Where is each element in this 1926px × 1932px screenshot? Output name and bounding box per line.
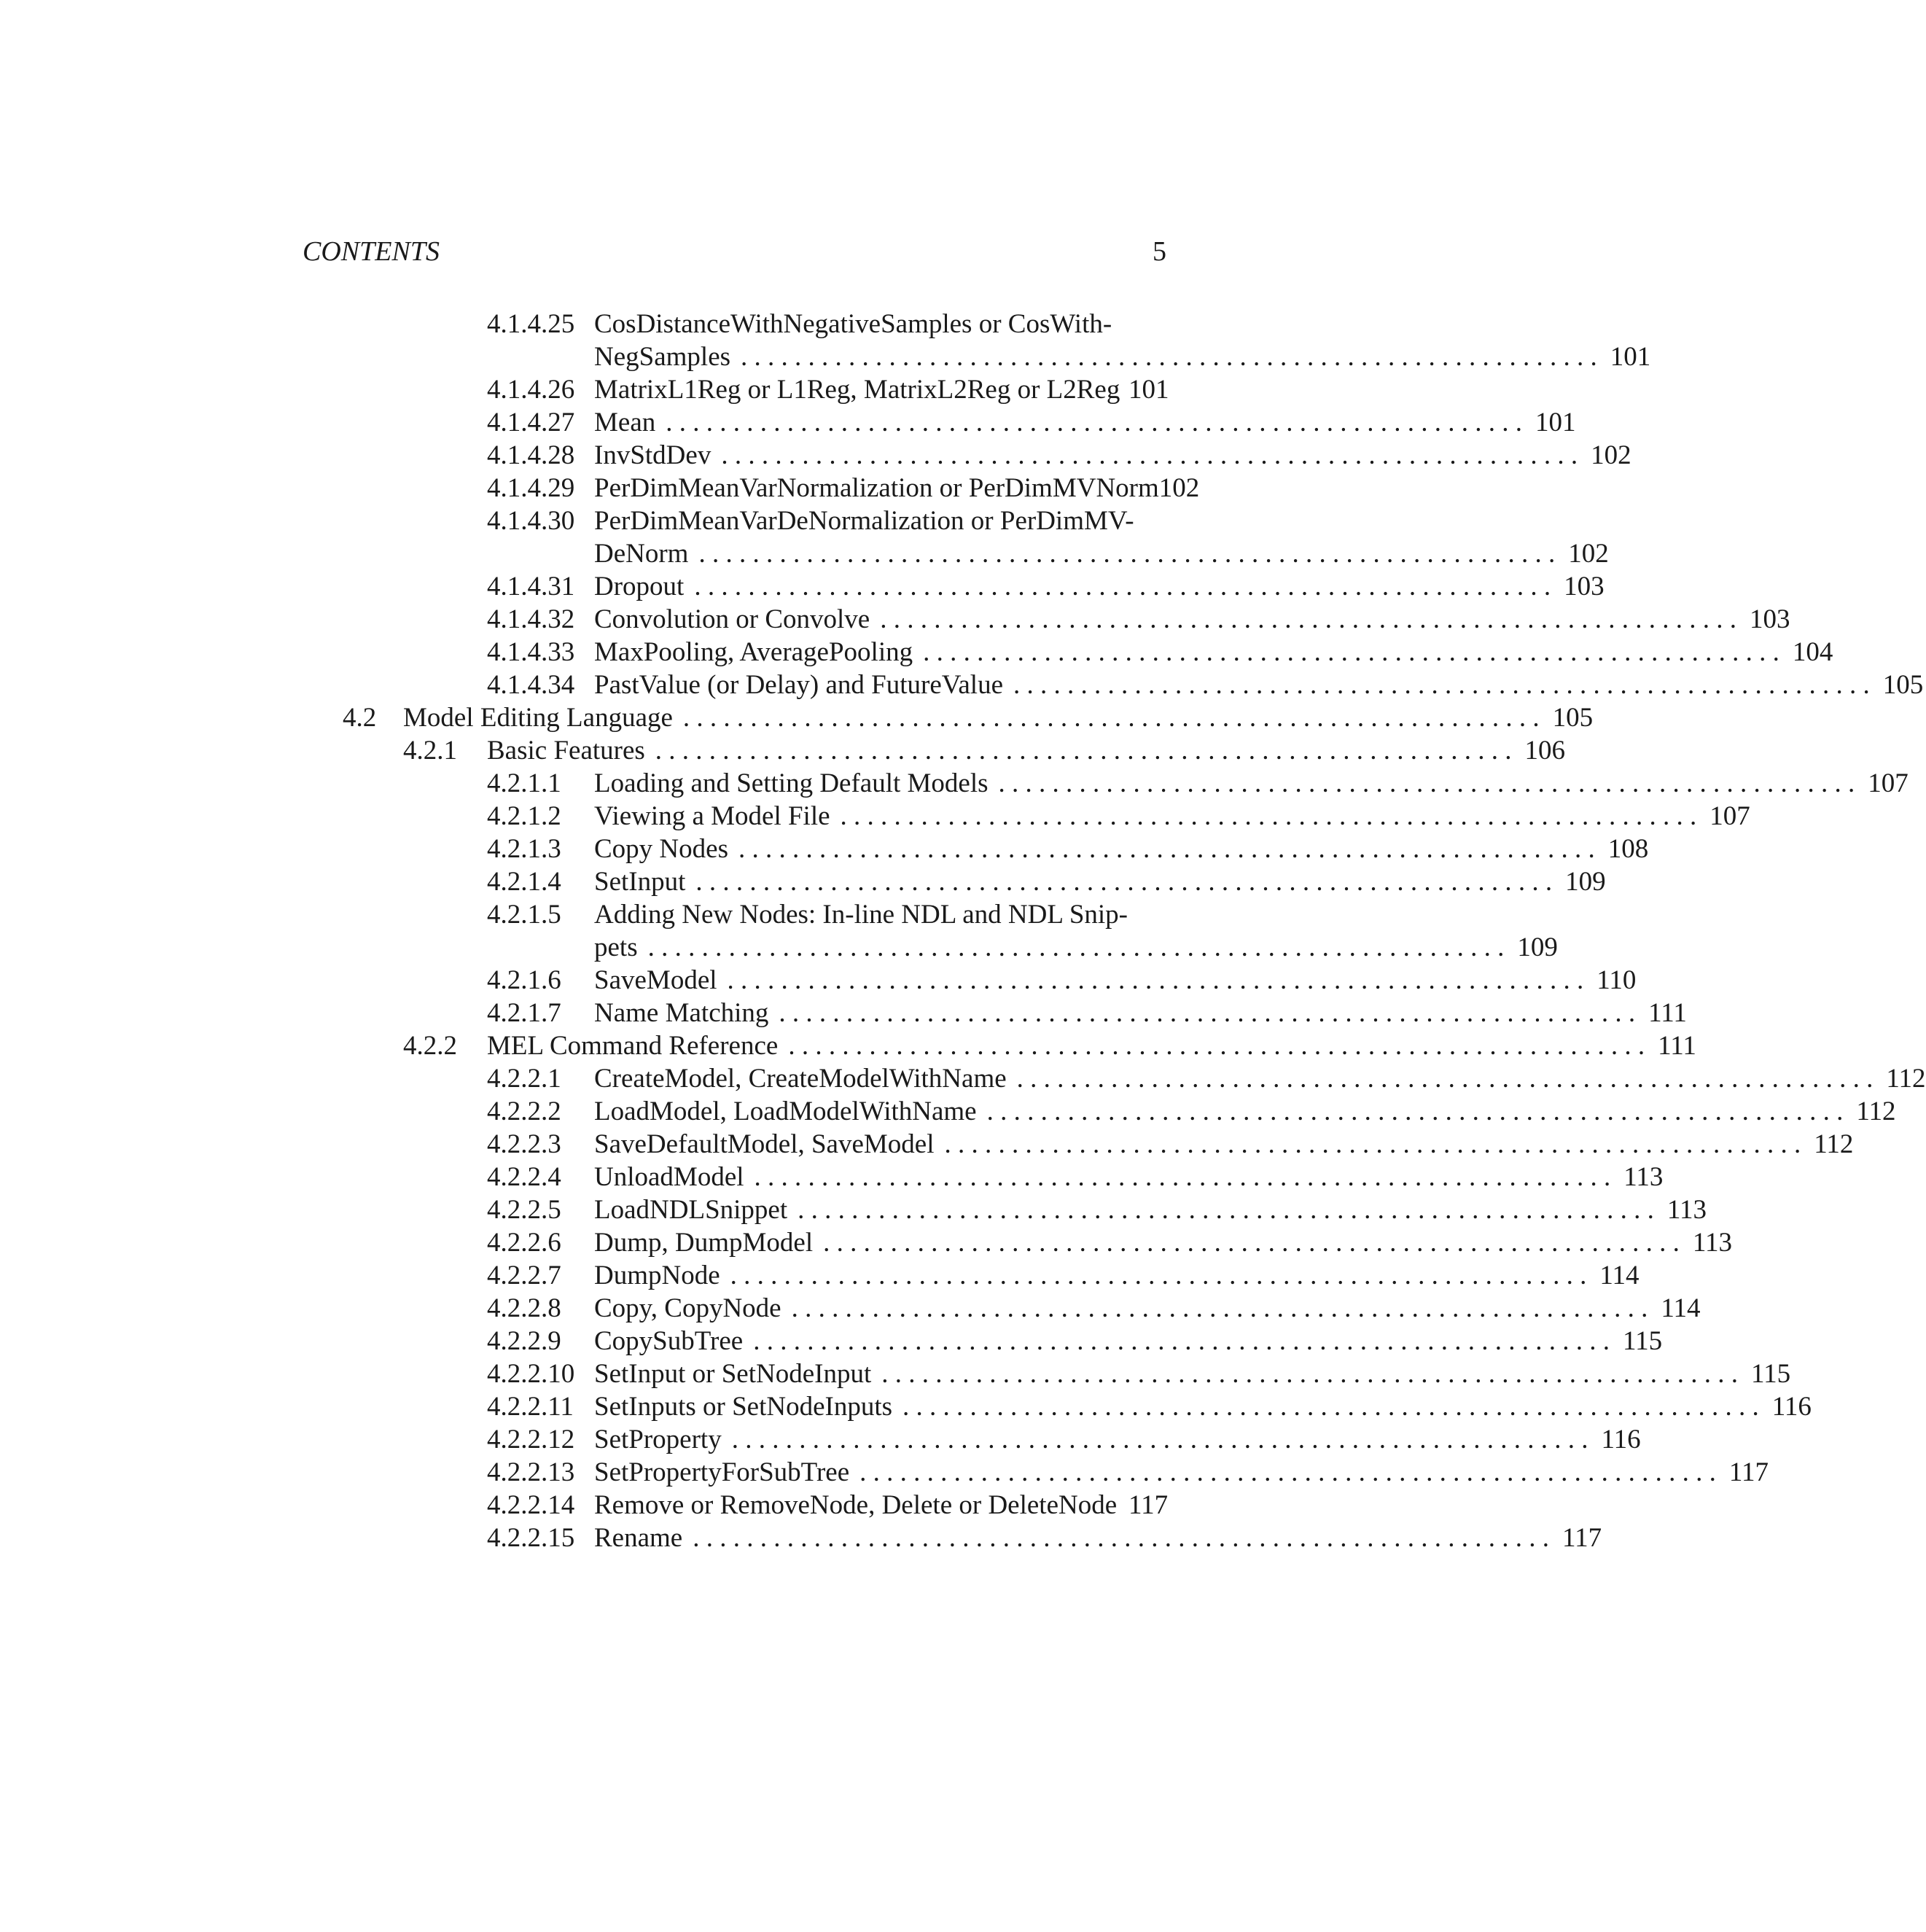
- toc-entry-title: Viewing a Model File: [594, 801, 830, 831]
- toc-entry-title: SetProperty: [594, 1425, 722, 1454]
- toc-entry-number: 4.2: [343, 703, 377, 733]
- toc-entry-number: 4.2.1.4: [487, 867, 561, 897]
- toc-entry[interactable]: [0, 603, 1790, 636]
- toc-entry-title: MatrixL1Reg or L1Reg, MatrixL2Reg or L2Reg: [594, 375, 1120, 405]
- toc-entry-page: 117: [1128, 1490, 1169, 1520]
- toc-entry[interactable]: [0, 308, 1651, 373]
- toc-entry-title: Mean: [594, 408, 656, 437]
- toc-entry-number: 4.2.2.15: [487, 1523, 575, 1553]
- toc-entry[interactable]: [0, 1193, 1707, 1226]
- toc-entry[interactable]: [0, 439, 1631, 472]
- dot-leader: . . . . . . . . . . . . . . . . . . . . . . . . . . . . . . . . . . . . . . . . . . . . . . . . . . . . . . . . . . . . . . . .: [695, 867, 1553, 897]
- toc-entry-page: 103: [1564, 572, 1605, 601]
- dot-leader: . . . . . . . . . . . . . . . . . . . . . . . . . . . . . . . . . . . . . . . . . . . . . . . . . . . . . . . . . . . . . . . .: [779, 998, 1636, 1028]
- toc-entry-page: 109: [1565, 867, 1606, 897]
- toc-entry-title: Adding New Nodes: In-line NDL and NDL Snip-: [594, 900, 1128, 930]
- toc-entry-title: SetInputs or SetNodeInputs: [594, 1392, 893, 1422]
- toc-entry-title: SetPropertyForSubTree: [594, 1457, 850, 1487]
- dot-leader: . . . . . . . . . . . . . . . . . . . . . . . . . . . . . . . . . . . . . . . . . . . . . . . . . . . . . . . . . . . . . . . .: [944, 1129, 1801, 1159]
- toc-entry-number: 4.2.2.8: [487, 1293, 561, 1323]
- toc-entry-number: 4.2.1.1: [487, 768, 561, 798]
- toc-entry-number: 4.2.1.5: [487, 900, 561, 930]
- toc-entry-title: PastValue (or Delay) and FutureValue: [594, 670, 1003, 700]
- toc-entry-title: Dropout: [594, 572, 685, 601]
- dot-leader: . . . . . . . . . . . . . . . . . . . . . . . . . . . . . . . . . . . . . . . . . . . . . . . . . . . . . . . . . . . . . . . .: [698, 539, 1556, 569]
- dot-leader: . . . . . . . . . . . . . . . . . . . . . . . . . . . . . . . . . . . . . . . . . . . . . . . . . . . . . . . . . . . . . . . .: [655, 736, 1512, 766]
- running-header: [303, 233, 1166, 270]
- toc-entry-title: Name Matching: [594, 998, 769, 1028]
- dot-leader: . . . . . . . . . . . . . . . . . . . . . . . . . . . . . . . . . . . . . . . . . . . . . . . . . . . . . . . . . . . . . . . .: [823, 1228, 1680, 1258]
- toc-entry-number: 4.2.2.10: [487, 1359, 575, 1389]
- toc-entry-number: 4.2.2.5: [487, 1195, 561, 1225]
- toc-entry-page: 112: [1814, 1129, 1854, 1159]
- toc-entry-number: 4.1.4.26: [487, 375, 575, 405]
- toc-entry-title: LoadNDLSnippet: [594, 1195, 788, 1225]
- toc-entry-page: 113: [1623, 1162, 1664, 1192]
- toc-entry[interactable]: [0, 1029, 1696, 1062]
- toc-entry-number: 4.1.4.29: [487, 473, 575, 503]
- toc-entry-number: 4.2.1.7: [487, 998, 561, 1028]
- toc-entry-page: 102: [1158, 473, 1200, 503]
- toc-entry-number: 4.1.4.31: [487, 572, 575, 601]
- toc-entry-page: 115: [1622, 1326, 1663, 1356]
- dot-leader: . . . . . . . . . . . . . . . . . . . . . . . . . . . . . . . . . . . . . . . . . . . . . . . . . . . . . . . . . . . . . . . .: [730, 1261, 1587, 1290]
- toc-entry-number: 4.1.4.28: [487, 440, 575, 470]
- toc-entry-page: 108: [1607, 834, 1649, 864]
- toc-entry-title: SaveDefaultModel, SaveModel: [594, 1129, 935, 1159]
- toc-entry-number: 4.2.2.4: [487, 1162, 561, 1192]
- toc-entry-number: 4.2.2.7: [487, 1261, 561, 1290]
- toc-entry-number: 4.2.2.2: [487, 1097, 561, 1126]
- toc-entry-number: 4.2.1.3: [487, 834, 561, 864]
- toc-entry[interactable]: [0, 1095, 1896, 1128]
- dot-leader: . . . . . . . . . . . . . . . . . . . . . . . . . . . . . . . . . . . . . . . . . . . . . . . . . . . . . . . . . . . . . . . .: [666, 408, 1522, 437]
- dot-leader: . . . . . . . . . . . . . . . . . . . . . . . . . . . . . . . . . . . . . . . . . . . . . . . . . . . . . . . . . . . . . . . .: [902, 1392, 1759, 1422]
- dot-leader: . . . . . . . . . . . . . . . . . . . . . . . . . . . . . . . . . . . . . . . . . . . . . . . . . . . . . . . . . . . . . . . .: [923, 637, 1779, 667]
- toc-entry-page: 101: [1128, 375, 1169, 405]
- dot-leader: . . . . . . . . . . . . . . . . . . . . . . . . . . . . . . . . . . . . . . . . . . . . . . . . . . . . . . . . . . . . . . . .: [738, 834, 1595, 864]
- table-of-contents: [0, 308, 1926, 1554]
- toc-entry-number: 4.1.4.25: [487, 309, 575, 339]
- dot-leader: . . . . . . . . . . . . . . . . . . . . . . . . . . . . . . . . . . . . . . . . . . . . . . . . . . . . . . . . . . . . . . . .: [880, 604, 1736, 634]
- toc-entry[interactable]: [0, 767, 1909, 800]
- toc-entry-page: 116: [1601, 1425, 1641, 1454]
- toc-entry[interactable]: [0, 833, 1649, 865]
- dot-leader: . . . . . . . . . . . . . . . . . . . . . . . . . . . . . . . . . . . . . . . . . . . . . . . . . . . . . . . . . . . . . . . .: [727, 965, 1584, 995]
- toc-entry-page: 105: [1552, 703, 1594, 733]
- toc-entry-number: 4.1.4.32: [487, 604, 575, 634]
- toc-entry-number: 4.1.4.30: [487, 506, 575, 536]
- toc-entry[interactable]: [0, 1456, 1769, 1489]
- toc-entry-number: 4.1.4.27: [487, 408, 575, 437]
- dot-leader: . . . . . . . . . . . . . . . . . . . . . . . . . . . . . . . . . . . . . . . . . . . . . . . . . . . . . . . . . . . . . . . .: [731, 1425, 1588, 1454]
- toc-entry-title: DumpNode: [594, 1261, 720, 1290]
- toc-entry-page: 114: [1661, 1293, 1701, 1323]
- toc-entry-title: SetInput: [594, 867, 686, 897]
- toc-entry-title: Loading and Setting Default Models: [594, 768, 989, 798]
- toc-entry-title: Basic Features: [487, 736, 645, 766]
- toc-entry[interactable]: [0, 669, 1924, 701]
- toc-entry[interactable]: [0, 734, 1566, 767]
- toc-entry-number: 4.2.2.1: [487, 1064, 561, 1094]
- toc-entry-number: 4.2.2.3: [487, 1129, 561, 1159]
- toc-entry-page: 110: [1596, 965, 1637, 995]
- toc-entry-title: SaveModel: [594, 965, 717, 995]
- toc-entry-title: SetInput or SetNodeInput: [594, 1359, 872, 1389]
- toc-entry-title: Copy Nodes: [594, 834, 728, 864]
- toc-entry-title: Dump, DumpModel: [594, 1228, 814, 1258]
- toc-entry[interactable]: [0, 373, 1493, 406]
- dot-leader: . . . . . . . . . . . . . . . . . . . . . . . . . . . . . . . . . . . . . . . . . . . . . . . . . . . . . . . . . . . . . . . .: [859, 1457, 1716, 1487]
- dot-leader: . . . . . . . . . . . . . . . . . . . . . . . . . . . . . . . . . . . . . . . . . . . . . . . . . . . . . . . . . . . . . . . .: [721, 440, 1578, 470]
- toc-entry[interactable]: [0, 997, 1687, 1029]
- toc-entry-title: CopySubTree: [594, 1326, 744, 1356]
- toc-entry-page: 111: [1648, 998, 1687, 1028]
- toc-entry-title: MaxPooling, AveragePooling: [594, 637, 913, 667]
- toc-entry-page: 114: [1599, 1261, 1640, 1290]
- toc-entry-title: InvStdDev: [594, 440, 711, 470]
- toc-entry-page: 101: [1610, 342, 1651, 372]
- toc-entry-page: 107: [1709, 801, 1750, 831]
- toc-entry-page: 102: [1591, 440, 1631, 470]
- toc-entry-number: 4.2.2.9: [487, 1326, 561, 1356]
- dot-leader: . . . . . . . . . . . . . . . . . . . . . . . . . . . . . . . . . . . . . . . . . . . . . . . . . . . . . . . . . . . . . . . .: [791, 1293, 1648, 1323]
- dot-leader: . . . . . . . . . . . . . . . . . . . . . . . . . . . . . . . . . . . . . . . . . . . . . . . . . . . . . . . . . . . . . . . .: [881, 1359, 1738, 1389]
- dot-leader: . . . . . . . . . . . . . . . . . . . . . . . . . . . . . . . . . . . . . . . . . . . . . . . . . . . . . . . . . . . . . . . .: [741, 342, 1597, 372]
- toc-entry-page: 116: [1771, 1392, 1812, 1422]
- toc-entry[interactable]: [0, 1259, 1640, 1292]
- toc-entry[interactable]: [0, 865, 1606, 898]
- dot-leader: . . . . . . . . . . . . . . . . . . . . . . . . . . . . . . . . . . . . . . . . . . . . . . . . . . . . . . . . . . . . . . . .: [753, 1326, 1610, 1356]
- toc-entry[interactable]: [0, 1161, 1664, 1193]
- toc-entry-number: 4.2.2.11: [487, 1392, 574, 1422]
- toc-entry[interactable]: [0, 1128, 1854, 1161]
- toc-entry-page: 102: [1568, 539, 1609, 569]
- toc-entry-page: 106: [1524, 736, 1566, 766]
- toc-entry-number: 4.2.2.6: [487, 1228, 561, 1258]
- toc-entry-page: 117: [1728, 1457, 1769, 1487]
- toc-entry-title-continued: DeNorm: [594, 539, 689, 569]
- toc-entry-number: 4.1.4.33: [487, 637, 575, 667]
- toc-entry[interactable]: [0, 570, 1605, 603]
- toc-entry-title: MEL Command Reference: [487, 1031, 779, 1061]
- dot-leader: . . . . . . . . . . . . . . . . . . . . . . . . . . . . . . . . . . . . . . . . . . . . . . . . . . . . . . . . . . . . . . . .: [1016, 1064, 1874, 1094]
- toc-entry-page: 115: [1750, 1359, 1791, 1389]
- toc-entry[interactable]: [0, 1358, 1791, 1390]
- dot-leader: . . . . . . . . . . . . . . . . . . . . . . . . . . . . . . . . . . . . . . . . . . . . . . . . . . . . . . . . . . . . . . . .: [1013, 670, 1870, 700]
- toc-entry-number: 4.2.1.2: [487, 801, 561, 831]
- toc-entry-title: Rename: [594, 1523, 683, 1553]
- toc-entry[interactable]: [0, 701, 1594, 734]
- toc-entry-title: PerDimMeanVarDeNormalization or PerDimMV-: [594, 506, 1134, 536]
- toc-entry-page: 105: [1882, 670, 1924, 700]
- toc-entry[interactable]: [0, 800, 1750, 833]
- dot-leader: . . . . . . . . . . . . . . . . . . . . . . . . . . . . . . . . . . . . . . . . . . . . . . . . . . . . . . . . . . . . . . . .: [694, 572, 1551, 601]
- toc-entry[interactable]: [0, 1423, 1641, 1456]
- toc-entry[interactable]: [0, 472, 1493, 505]
- toc-entry-number: 4.2.2.12: [487, 1425, 575, 1454]
- toc-entry-number: 4.2.2.13: [487, 1457, 575, 1487]
- toc-entry-number: 4.2.1: [403, 736, 457, 766]
- toc-entry-title: CreateModel, CreateModelWithName: [594, 1064, 1007, 1094]
- toc-entry-page: 104: [1792, 637, 1833, 667]
- toc-entry[interactable]: [0, 406, 1576, 439]
- dot-leader: . . . . . . . . . . . . . . . . . . . . . . . . . . . . . . . . . . . . . . . . . . . . . . . . . . . . . . . . . . . . . . . .: [693, 1523, 1549, 1553]
- toc-entry-title-continued: pets: [594, 932, 638, 962]
- toc-entry-title: Convolution or Convolve: [594, 604, 870, 634]
- toc-entry-number: 4.2.1.6: [487, 965, 561, 995]
- toc-entry-page: 113: [1692, 1228, 1732, 1258]
- toc-entry-title: Remove or RemoveNode, Delete or DeleteNode: [594, 1490, 1118, 1520]
- dot-leader: . . . . . . . . . . . . . . . . . . . . . . . . . . . . . . . . . . . . . . . . . . . . . . . . . . . . . . . . . . . . . . . .: [788, 1031, 1645, 1061]
- toc-entry-title: Copy, CopyNode: [594, 1293, 781, 1323]
- toc-entry-number: 4.1.4.34: [487, 670, 575, 700]
- toc-entry-page: 117: [1562, 1523, 1602, 1553]
- toc-entry[interactable]: [0, 1522, 1602, 1554]
- dot-leader: . . . . . . . . . . . . . . . . . . . . . . . . . . . . . . . . . . . . . . . . . . . . . . . . . . . . . . . . . . . . . . . .: [682, 703, 1540, 733]
- toc-entry[interactable]: [0, 1489, 1493, 1522]
- toc-entry-number: 4.2.2.14: [487, 1490, 575, 1520]
- toc-entry-title: PerDimMeanVarNormalization or PerDimMVNorm: [594, 473, 1159, 503]
- toc-entry-page: 112: [1886, 1064, 1926, 1094]
- toc-entry-title: UnloadModel: [594, 1162, 744, 1192]
- toc-entry-page: 112: [1856, 1097, 1896, 1126]
- toc-entry-title-continued: NegSamples: [594, 342, 731, 372]
- running-header-title: CONTENTS: [303, 236, 440, 267]
- toc-entry-page: 101: [1535, 408, 1576, 437]
- dot-leader: . . . . . . . . . . . . . . . . . . . . . . . . . . . . . . . . . . . . . . . . . . . . . . . . . . . . . . . . . . . . . . . .: [647, 932, 1505, 962]
- toc-entry[interactable]: [0, 1062, 1926, 1095]
- toc-entry[interactable]: [0, 964, 1637, 997]
- toc-entry-number: 4.2.2: [403, 1031, 457, 1061]
- toc-entry-title: LoadModel, LoadModelWithName: [594, 1097, 977, 1126]
- toc-entry-page: 103: [1749, 604, 1790, 634]
- toc-entry-page: 107: [1868, 768, 1909, 798]
- toc-entry[interactable]: [0, 1390, 1812, 1423]
- toc-entry[interactable]: [0, 505, 1609, 570]
- toc-entry[interactable]: [0, 1325, 1663, 1358]
- toc-entry-title: CosDistanceWithNegativeSamples or CosWith-: [594, 309, 1112, 339]
- dot-leader: . . . . . . . . . . . . . . . . . . . . . . . . . . . . . . . . . . . . . . . . . . . . . . . . . . . . . . . . . . . . . . . .: [754, 1162, 1611, 1192]
- toc-entry[interactable]: [0, 636, 1833, 669]
- toc-entry-page: 109: [1517, 932, 1558, 962]
- page-number: 5: [1153, 236, 1166, 267]
- toc-entry-page: 111: [1658, 1031, 1696, 1061]
- dot-leader: . . . . . . . . . . . . . . . . . . . . . . . . . . . . . . . . . . . . . . . . . . . . . . . . . . . . . . . . . . . . . . . .: [798, 1195, 1654, 1225]
- toc-entry-title: Model Editing Language: [403, 703, 673, 733]
- toc-entry-page: 113: [1666, 1195, 1707, 1225]
- dot-leader: . . . . . . . . . . . . . . . . . . . . . . . . . . . . . . . . . . . . . . . . . . . . . . . . . . . . . . . . . . . . . . . .: [998, 768, 1855, 798]
- toc-entry[interactable]: [0, 1226, 1732, 1259]
- toc-entry[interactable]: [0, 1292, 1701, 1325]
- dot-leader: . . . . . . . . . . . . . . . . . . . . . . . . . . . . . . . . . . . . . . . . . . . . . . . . . . . . . . . . . . . . . . . .: [986, 1097, 1844, 1126]
- toc-entry[interactable]: [0, 898, 1558, 964]
- dot-leader: . . . . . . . . . . . . . . . . . . . . . . . . . . . . . . . . . . . . . . . . . . . . . . . . . . . . . . . . . . . . . . . .: [840, 801, 1697, 831]
